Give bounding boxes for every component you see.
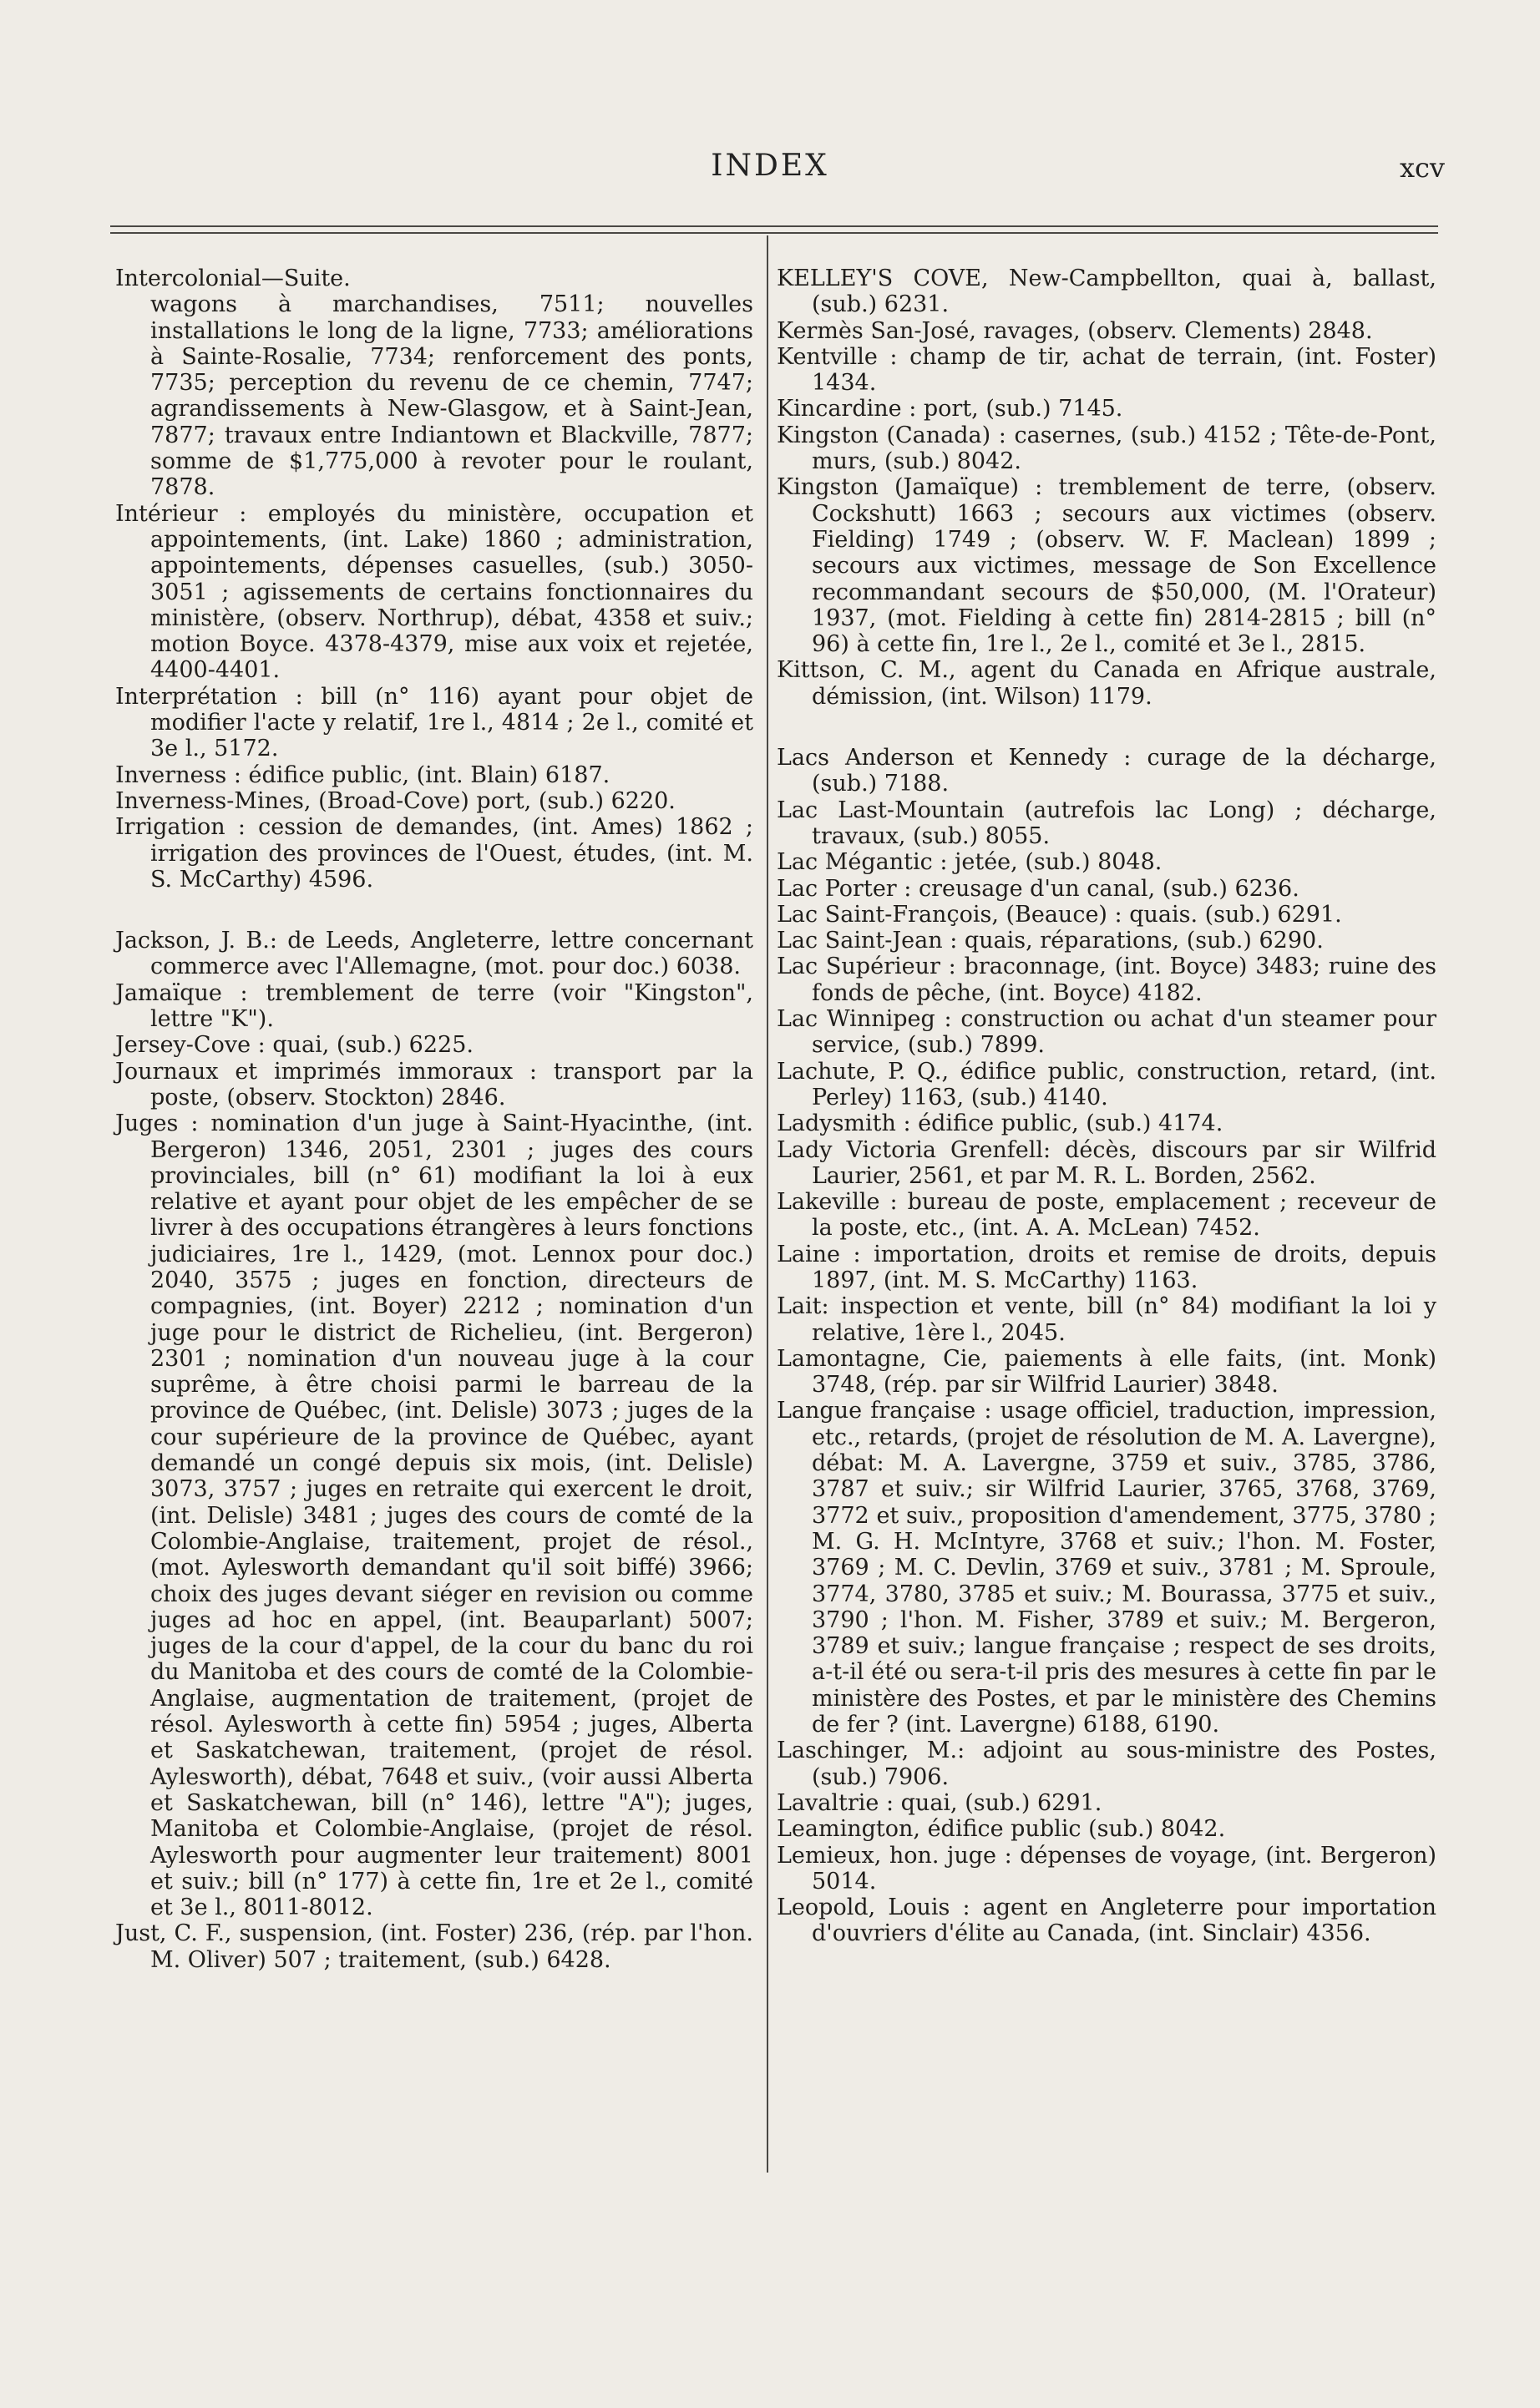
index-entry: Lemieux, hon. juge : dépenses de voyage, (int. Bergeron) 5014.: [777, 1842, 1436, 1895]
index-entry: KELLEY'S COVE, New-Campbellton, quai à, ballast, (sub.) 6231.: [777, 266, 1436, 318]
index-entry: Just, C. F., suspension, (int. Foster) 236, (rép. par l'hon. M. Oliver) 507 ; traitement, (sub.) 6428.: [115, 1920, 753, 1973]
index-entry: Lac Saint-Jean : quais, réparations, (sub.) 6290.: [777, 928, 1324, 954]
index-entry: Jersey-Cove : quai, (sub.) 6225.: [115, 1032, 474, 1059]
index-entry: Lady Victoria Grenfell: décès, discours par sir Wilfrid Laurier, 2561, et par M. R. L. Borden, 2562.: [777, 1136, 1436, 1189]
index-entry: Kingston (Jamaïque) : tremblement de terre, (observ. Cockshutt) 1663 ; secours aux victimes (observ. Fielding) 1749 ; (observ. W. F. Maclean) 1899 ; secours aux victimes, message de Son Excellence recommandant secours de $50,000, (M. l'Orateur) 1937, (mot. Fielding à cette fin) 2814-2815 ; bill (n° 96) à cette fin, 1re l., 2e l., comité et 3e l., 2815.: [777, 474, 1436, 658]
index-entry: Jamaïque : tremblement de terre (voir "Kingston", lettre "K").: [115, 979, 753, 1033]
right-column: [777, 266, 1436, 1947]
index-entry: Jackson, J. B.: de Leeds, Angleterre, lettre concernant commerce avec l'Allemagne, (mot. pour doc.) 6038.: [115, 928, 753, 980]
index-entry-continuation: wagons à marchandises, 7511; nouvelles installations le long de la ligne, 7733; améliorations à Sainte-Rosalie, 7734; renforcement des ponts, 7735; perception du revenu de ce chemin, 7747; agrandissements à New-Glasgow, et à Saint-Jean, 7877; travaux entre Indiantown et Blackville, 7877; somme de $1,775,000 à revoter pour le roulant, 7878.: [150, 291, 753, 501]
index-entry: Lac Winnipeg : construction ou achat d'un steamer pour service, (sub.) 7899.: [777, 1006, 1436, 1059]
index-entry: Laine : importation, droits et remise de droits, depuis 1897, (int. M. S. McCarthy) 1163.: [777, 1241, 1436, 1293]
header-rule-top: [110, 225, 1438, 227]
index-entry: Lamontagne, Cie, paiements à elle faits, (int. Monk) 3748, (rép. par sir Wilfrid Laurier) 3848.: [777, 1345, 1436, 1399]
index-entry: Interprétation : bill (n° 116) ayant pour objet de modifier l'acte y relatif, 1re l., 4814 ; 2e l., comité et 3e l., 5172.: [115, 683, 753, 762]
index-entry: Lachute, P. Q., édifice public, construction, retard, (int. Perley) 1163, (sub.) 4140.: [777, 1058, 1436, 1110]
page-number: xcv: [1399, 152, 1445, 184]
index-entry: Lac Last-Mountain (autrefois lac Long) ; décharge, travaux, (sub.) 8055.: [777, 797, 1436, 849]
index-entry: Kingston (Canada) : casernes, (sub.) 4152 ; Tête-de-Pont, murs, (sub.) 8042.: [777, 422, 1436, 475]
left-column: [115, 266, 753, 1973]
index-entry: Lac Porter : creusage d'un canal, (sub.) 6236.: [777, 875, 1299, 902]
index-entry: Ladysmith : édifice public, (sub.) 4174.: [777, 1110, 1223, 1137]
index-entry: Inverness-Mines, (Broad-Cove) port, (sub.) 6220.: [115, 787, 676, 814]
index-entry: Leopold, Louis : agent en Angleterre pour importation d'ouvriers d'élite au Canada, (int. Sinclair) 4356.: [777, 1895, 1436, 1947]
index-entry: Inverness : édifice public, (int. Blain) 6187.: [115, 761, 610, 788]
index-entry: Kincardine : port, (sub.) 7145.: [777, 396, 1123, 422]
column-divider: [767, 235, 768, 2173]
index-entry: Laschinger, M.: adjoint au sous-ministre des Postes, (sub.) 7906.: [777, 1738, 1436, 1790]
letter-section-gap: [115, 893, 753, 928]
index-entry: Lavaltrie : quai, (sub.) 6291.: [777, 1789, 1102, 1816]
index-entry: Intérieur : employés du ministère, occupation et appointements, (int. Lake) 1860 ; administration, appointements, dépenses casuelles, (sub.) 3050-3051 ; agissements de certains fonctionnaires du ministère, (observ. Northrup), débat, 4358 et suiv.; motion Boyce. 4378-4379, mise aux voix et rejetée, 4400-4401.: [115, 500, 753, 684]
page-title: INDEX: [711, 149, 829, 183]
index-entry: Lac Saint-François, (Beauce) : quais. (sub.) 6291.: [777, 901, 1342, 928]
index-entry: Leamington, édifice public (sub.) 8042.: [777, 1816, 1226, 1843]
header-rule-bottom: [110, 232, 1438, 234]
index-entry: Kermès San-José, ravages, (observ. Clements) 2848.: [777, 317, 1373, 344]
index-entry: Lac Supérieur : braconnage, (int. Boyce) 3483; ruine des fonds de pêche, (int. Boyce) 4182.: [777, 954, 1436, 1006]
index-entry: Kentville : champ de tir, achat de terrain, (int. Foster) 1434.: [777, 343, 1436, 397]
index-entry: Juges : nomination d'un juge à Saint-Hyacinthe, (int. Bergeron) 1346, 2051, 2301 ; juges des cours provinciales, bill (n° 61) modifiant la loi à eux relative et ayant pour objet de les empêcher de se livrer à des occupations étrangères à leurs fonctions judiciaires, 1re l., 1429, (mot. Lennox pour doc.) 2040, 3575 ; juges en fonction, directeurs de compagnies, (int. Boyer) 2212 ; nomination d'un juge pour le district de Richelieu, (int. Bergeron) 2301 ; nomination d'un nouveau juge à la cour suprême, à être choisi parmi le barreau de la province de Québec, (int. Delisle) 3073 ; juges de la cour supérieure de la province de Québec, ayant demandé un congé depuis six mois, (int. Delisle) 3073, 3757 ; juges en retraite qui exercent le droit, (int. Delisle) 3481 ; juges des cours de comté de la Colombie-Anglaise, traitement, projet de résol., (mot. Aylesworth demandant qu'il soit biffé) 3966; choix des juges devant siéger en revision ou comme juges ad hoc en appel, (int. Beauparlant) 5007; juges de la cour d'appel, de la cour du banc du roi du Manitoba et des cours de comté de la Colombie-Anglaise, augmentation de traitement, (projet de résol. Aylesworth à cette fin) 5954 ; juges, Alberta et Saskatchewan, traitement, (projet de résol. Aylesworth), débat, 7648 et suiv., (voir aussi Alberta et Saskatchewan, bill (n° 146), lettre "A"); juges, Manitoba et Colombie-Anglaise, (projet de résol. Aylesworth pour augmenter leur traitement) 8001 et suiv.; bill (n° 177) à cette fin, 1re et 2e l., comité et 3e l., 8011-8012.: [115, 1110, 753, 1921]
index-entry: Journaux et imprimés immoraux : transport par la poste, (observ. Stockton) 2846.: [115, 1058, 753, 1110]
letter-section-gap: [777, 710, 1436, 745]
index-entry: Irrigation : cession de demandes, (int. Ames) 1862 ; irrigation des provinces de l'Ouest, études, (int. M. S. McCarthy) 4596.: [115, 814, 753, 893]
index-entry: Lacs Anderson et Kennedy : curage de la décharge, (sub.) 7188.: [777, 745, 1436, 797]
index-entry: Langue française : usage officiel, traduction, impression, etc., retards, (projet de résolution de M. A. Lavergne), débat: M. A. Lavergne, 3759 et suiv., 3785, 3786, 3787 et suiv.; sir Wilfrid Laurier, 3765, 3768, 3769, 3772 et suiv., proposition d'amendement, 3775, 3780 ; M. G. H. McIntyre, 3768 et suiv.; l'hon. M. Foster, 3769 ; M. C. Devlin, 3769 et suiv., 3781 ; M. Sproule, 3774, 3780, 3785 et suiv.; M. Bourassa, 3775 et suiv., 3790 ; l'hon. M. Fisher, 3789 et suiv.; M. Bergeron, 3789 et suiv.; langue française ; respect de ses droits, a-t-il été ou sera-t-il pris des mesures à cette fin par le ministère des Postes, et par le ministère des Chemins de fer ? (int. Lavergne) 6188, 6190.: [777, 1398, 1436, 1738]
index-entry: Kittson, C. M., agent du Canada en Afrique australe, démission, (int. Wilson) 1179.: [777, 657, 1436, 710]
index-entry: Lait: inspection et vente, bill (n° 84) modifiant la loi y relative, 1ère l., 2045.: [777, 1293, 1436, 1346]
index-entry: Lakeville : bureau de poste, emplacement ; receveur de la poste, etc., (int. A. A. McLean) 7452.: [777, 1189, 1436, 1242]
index-entry-heading: Intercolonial—Suite.: [115, 266, 351, 291]
index-entry: Lac Mégantic : jetée, (sub.) 8048.: [777, 849, 1163, 876]
